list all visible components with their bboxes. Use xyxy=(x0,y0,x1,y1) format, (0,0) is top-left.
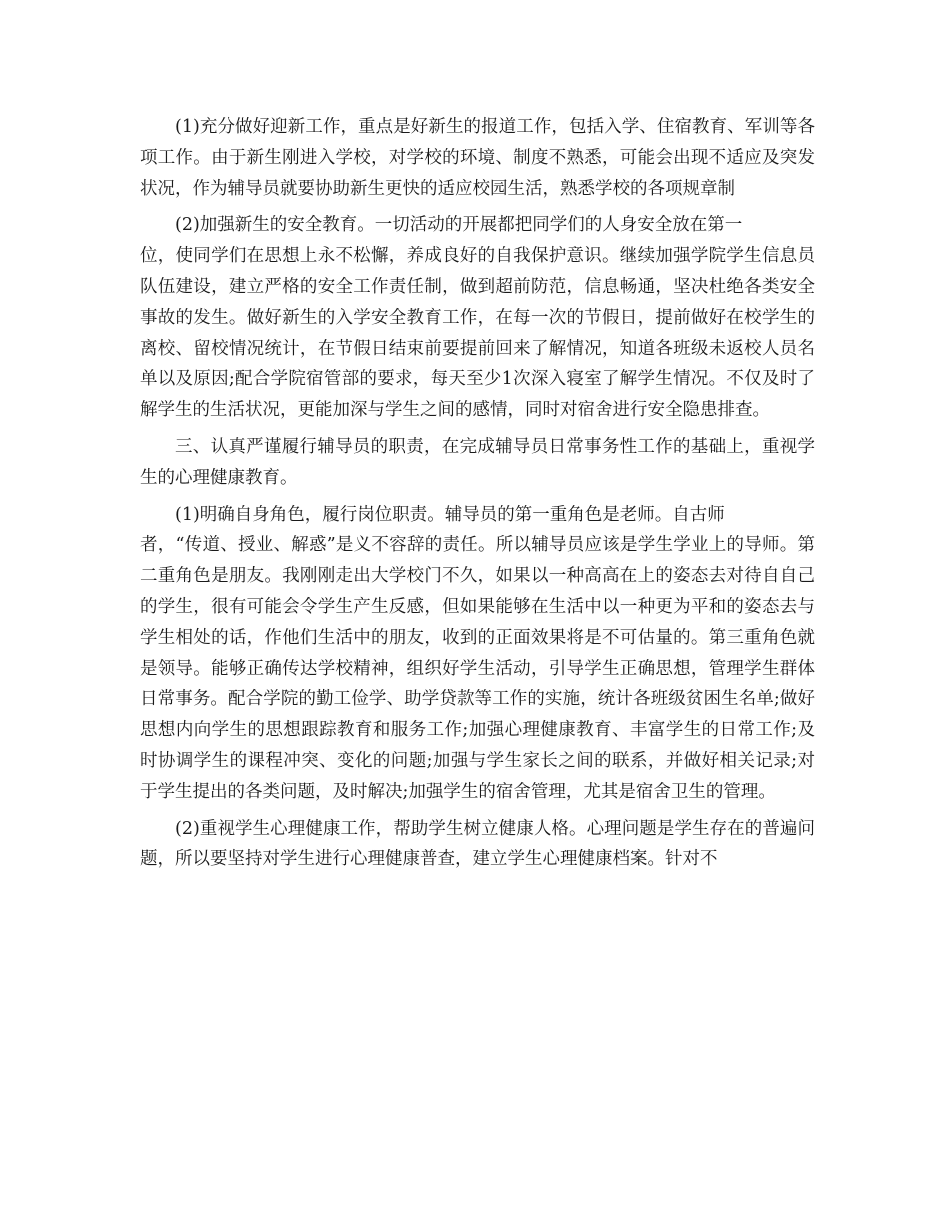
paragraph-section-three-heading: 三、认真严谨履行辅导员的职责，在完成辅导员日常事务性工作的基础上，重视学生的心理健康教育。 xyxy=(140,436,815,488)
paragraph-safety-education: (2)加强新生的安全教育。一切活动的开展都把同学们的人身安全放在第一 位，使同学们在思想上永不松懈，养成良好的自我保护意识。继续加强学院学生信息员队伍建设，建立严格的安全工作责任制，做到超前防范，信息畅通，坚决杜绝各类安全事故的发生。做好新生的入学安全教育工作，在每一次的节假日，提前做好在校学生的离校、留校情况统计，在节假日结束前要提前回来了解情况，知道各班级未返校人员名单以及原因;配合学院宿管部的要求，每天至少1次深入寝室了解学生情况。不仅及时了解学生的生活状况，更能加深与学生之间的感情，同时对宿舍进行安全隐患排查。 xyxy=(140,215,815,421)
paragraph-freshman-welcome: (1)充分做好迎新工作，重点是好新生的报道工作，包括入学、住宿教育、军训等各项工作。由于新生刚进入学校，对学校的环境、制度不熟悉，可能会出现不适应及突发状况，作为辅导员就要协助新生更快的适应校园生活，熟悉学校的各项规章制 xyxy=(140,117,815,199)
paragraph-role-duties: (1)明确自身角色，履行岗位职责。辅导员的第一重角色是老师。自古师 者，“传道、授业、解惑”是义不容辞的责任。所以辅导员应该是学生学业上的导师。第二重角色是朋友。我刚刚走出大学校门不久，如果以一种高高在上的姿态去对待自自己的学生，很有可能会令学生产生反感，但如果能够在生活中以一种更为平和的姿态去与学生相处的话，作他们生活中的朋友，收到的正面效果将是不可估量的。第三重角色就是领导。能够正确传达学校精神，组织好学生活动，引导学生正确思想，管理学生群体日常事务。配合学院的勤工俭学、助学贷款等工作的实施，统计各班级贫困生名单;做好思想内向学生的思想跟踪教育和服务工作;加强心理健康教育、丰富学生的日常工作;及时协调学生的课程冲突、变化的问题;加强与学生家长之间的联系，并做好相关记录;对于学生提出的各类问题，及时解决;加强学生的宿舍管理，尤其是宿舍卫生的管理。 xyxy=(140,504,815,802)
paragraph-mental-health: (2)重视学生心理健康工作，帮助学生树立健康人格。心理问题是学生存在的普遍问题，所以要坚持对学生进行心理健康普查，建立学生心理健康档案。针对不 xyxy=(140,818,815,870)
document-body xyxy=(140,112,815,881)
